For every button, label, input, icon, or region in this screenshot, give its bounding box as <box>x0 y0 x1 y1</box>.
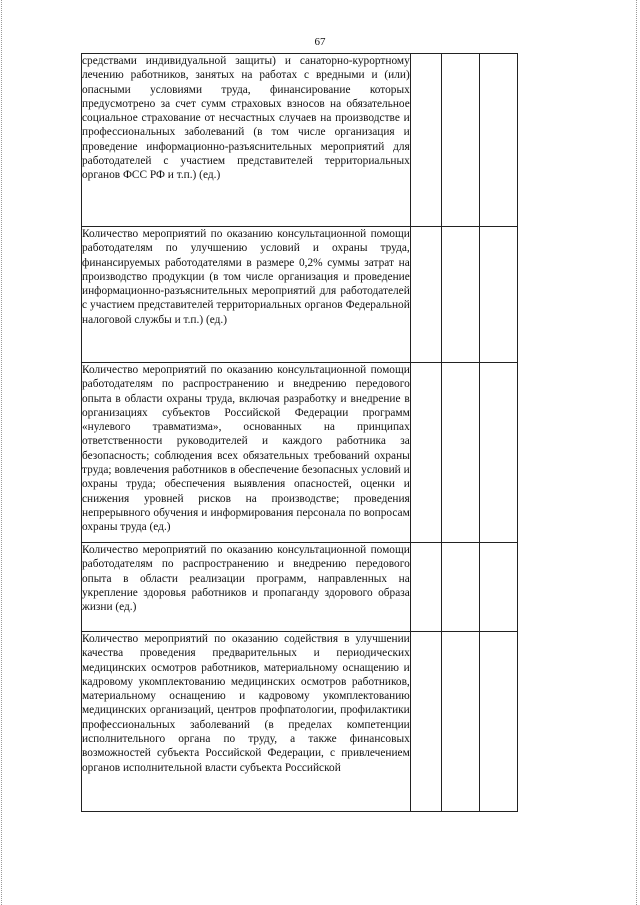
table-row <box>82 632 518 812</box>
table-cell-empty <box>410 227 441 363</box>
indicator-description: средствами индивидуальной защиты) и санаторно-курортному лечению работников, занятых на работах с вредными и (или) опасными условиями труда, финансирование которых предусмотрено за счет сумм страховых взносов на обязательное социальное страхование от несчастных случаев на производстве и профессиональных заболеваний (в том числе организация и проведение информационно-разъяснительных мероприятий для работодателей с участием представителей территориальных органов ФСС РФ и т.п.) (ед.) <box>82 54 411 227</box>
table-cell-empty <box>442 363 479 543</box>
table-cell-empty <box>410 363 441 543</box>
table-cell-empty <box>479 54 517 227</box>
table-cell-empty <box>410 543 441 632</box>
table-cell-empty <box>410 54 441 227</box>
table-cell-empty <box>442 632 479 812</box>
indicator-description: Количество мероприятий по оказанию содействия в улучшении качества проведения предварительных и периодических медицинских осмотров работников, материальному оснащению и кадровому укомплектованию медицинских осмотров работников, материальному оснащению и кадровому укомплектованию медицинских организаций, центров профпатологии, профилактики профессиональных заболеваний (в пределах компетенции исполнительного органа по труду, а также финансовых возможностей субъекта Российской Федерации, с привлечением органов исполнительной власти субъекта Российской <box>82 632 411 812</box>
table-cell-empty <box>442 227 479 363</box>
table-row <box>82 227 518 363</box>
table-cell-empty <box>442 543 479 632</box>
table-row <box>82 363 518 543</box>
table-row <box>82 54 518 227</box>
table-cell-empty <box>479 227 517 363</box>
indicator-description: Количество мероприятий по оказанию консультационной помощи работодателям по улучшению условий и охраны труда, финансируемых работодателями в размере 0,2% суммы затрат на производство продукции (в том числе организация и проведение информационно-разъяснительных мероприятий для работодателей с участием представителей территориальных органов Федеральной налоговой службы и т.п.) (ед.) <box>82 227 411 363</box>
table-cell-empty <box>479 543 517 632</box>
table-row <box>82 543 518 632</box>
indicator-description: Количество мероприятий по оказанию консультационной помощи работодателям по распространению и внедрению передового опыта в области реализации программ, направленных на укрепление здоровья работников и пропаганду здорового образа жизни (ед.) <box>82 543 411 632</box>
table-cell-empty <box>410 632 441 812</box>
table-cell-empty <box>479 363 517 543</box>
table-cell-empty <box>479 632 517 812</box>
indicator-description: Количество мероприятий по оказанию консультационной помощи работодателям по распространению и внедрению передового опыта в области охраны труда, включая разработку и внедрение в организациях субъектов Российской Федерации программ «нулевого травматизма», основанных на принципах ответственности руководителей и каждого работника за безопасность; соблюдения всех обязательных требований охраны труда; вовлечения работников в обеспечение безопасных условий и охраны труда; обеспечения выявления опасностей, оценки и снижения уровней рисков на производстве; проведения непрерывного обучения и информирования персонала по вопросам охраны труда (ед.) <box>82 363 411 543</box>
table-cell-empty <box>442 54 479 227</box>
indicator-table <box>81 53 518 812</box>
page-edge-right <box>636 0 639 905</box>
page-number: 67 <box>314 36 326 48</box>
page-edge-left <box>1 0 4 905</box>
